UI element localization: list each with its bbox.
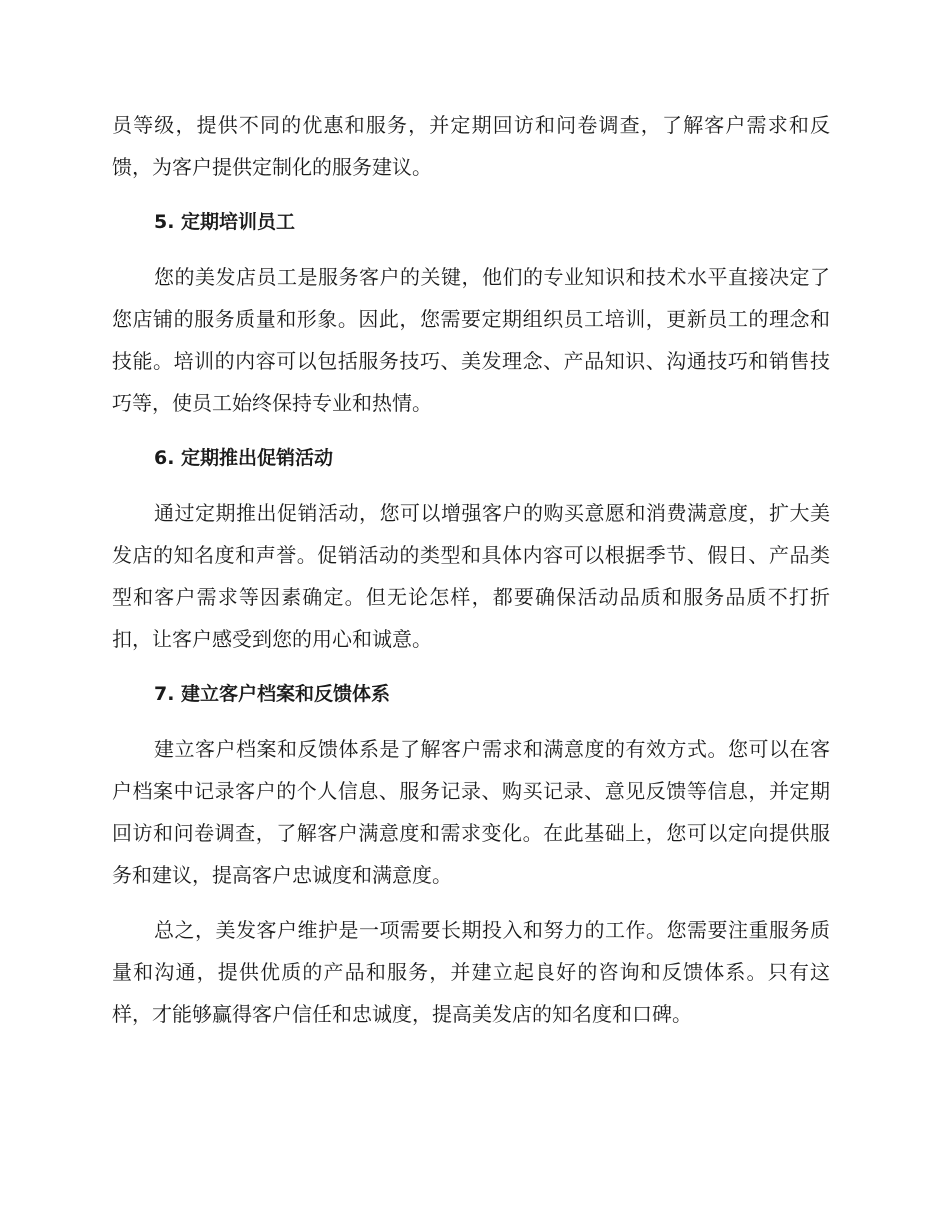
paragraph-conclusion: 总之，美发客户维护是一项需要长期投入和努力的工作。您需要注重服务质量和沟通，提供优质的产品和服务，并建立起良好的咨询和反馈体系。只有这样，才能够赢得客户信任和忠诚度，提高美发店的知名度和口碑。 bbox=[112, 918, 830, 1026]
document-page bbox=[112, 104, 830, 1035]
paragraph-promotions: 通过定期推出促销活动，您可以增强客户的购买意愿和消费满意度，扩大美发店的知名度和声誉。促销活动的类型和具体内容可以根据季节、假日、产品类型和客户需求等因素确定。但无论怎样，都要确保活动品质和服务品质不打折扣，让客户感受到您的用心和诚意。 bbox=[112, 501, 830, 651]
section-heading-6: 6. 定期推出促销活动 bbox=[154, 447, 334, 469]
paragraph-customer-records: 建立客户档案和反馈体系是了解客户需求和满意度的有效方式。您可以在客户档案中记录客户的个人信息、服务记录、购买记录、意见反馈等信息，并定期回访和问卷调查，了解客户满意度和需求变化。在此基础上，您可以定向提供服务和建议，提高客户忠诚度和满意度。 bbox=[112, 737, 830, 887]
section-heading-7: 7. 建立客户档案和反馈体系 bbox=[154, 683, 391, 705]
paragraph-continued: 员等级，提供不同的优惠和服务，并定期回访和问卷调查，了解客户需求和反馈，为客户提供定制化的服务建议。 bbox=[112, 113, 830, 179]
paragraph-staff-training: 您的美发店员工是服务客户的关键，他们的专业知识和技术水平直接决定了您店铺的服务质量和形象。因此，您需要定期组织员工培训，更新员工的理念和技能。培训的内容可以包括服务技巧、美发理念、产品知识、沟通技巧和销售技巧等，使员工始终保持专业和热情。 bbox=[112, 265, 830, 415]
section-heading-5: 5. 定期培训员工 bbox=[154, 211, 296, 233]
